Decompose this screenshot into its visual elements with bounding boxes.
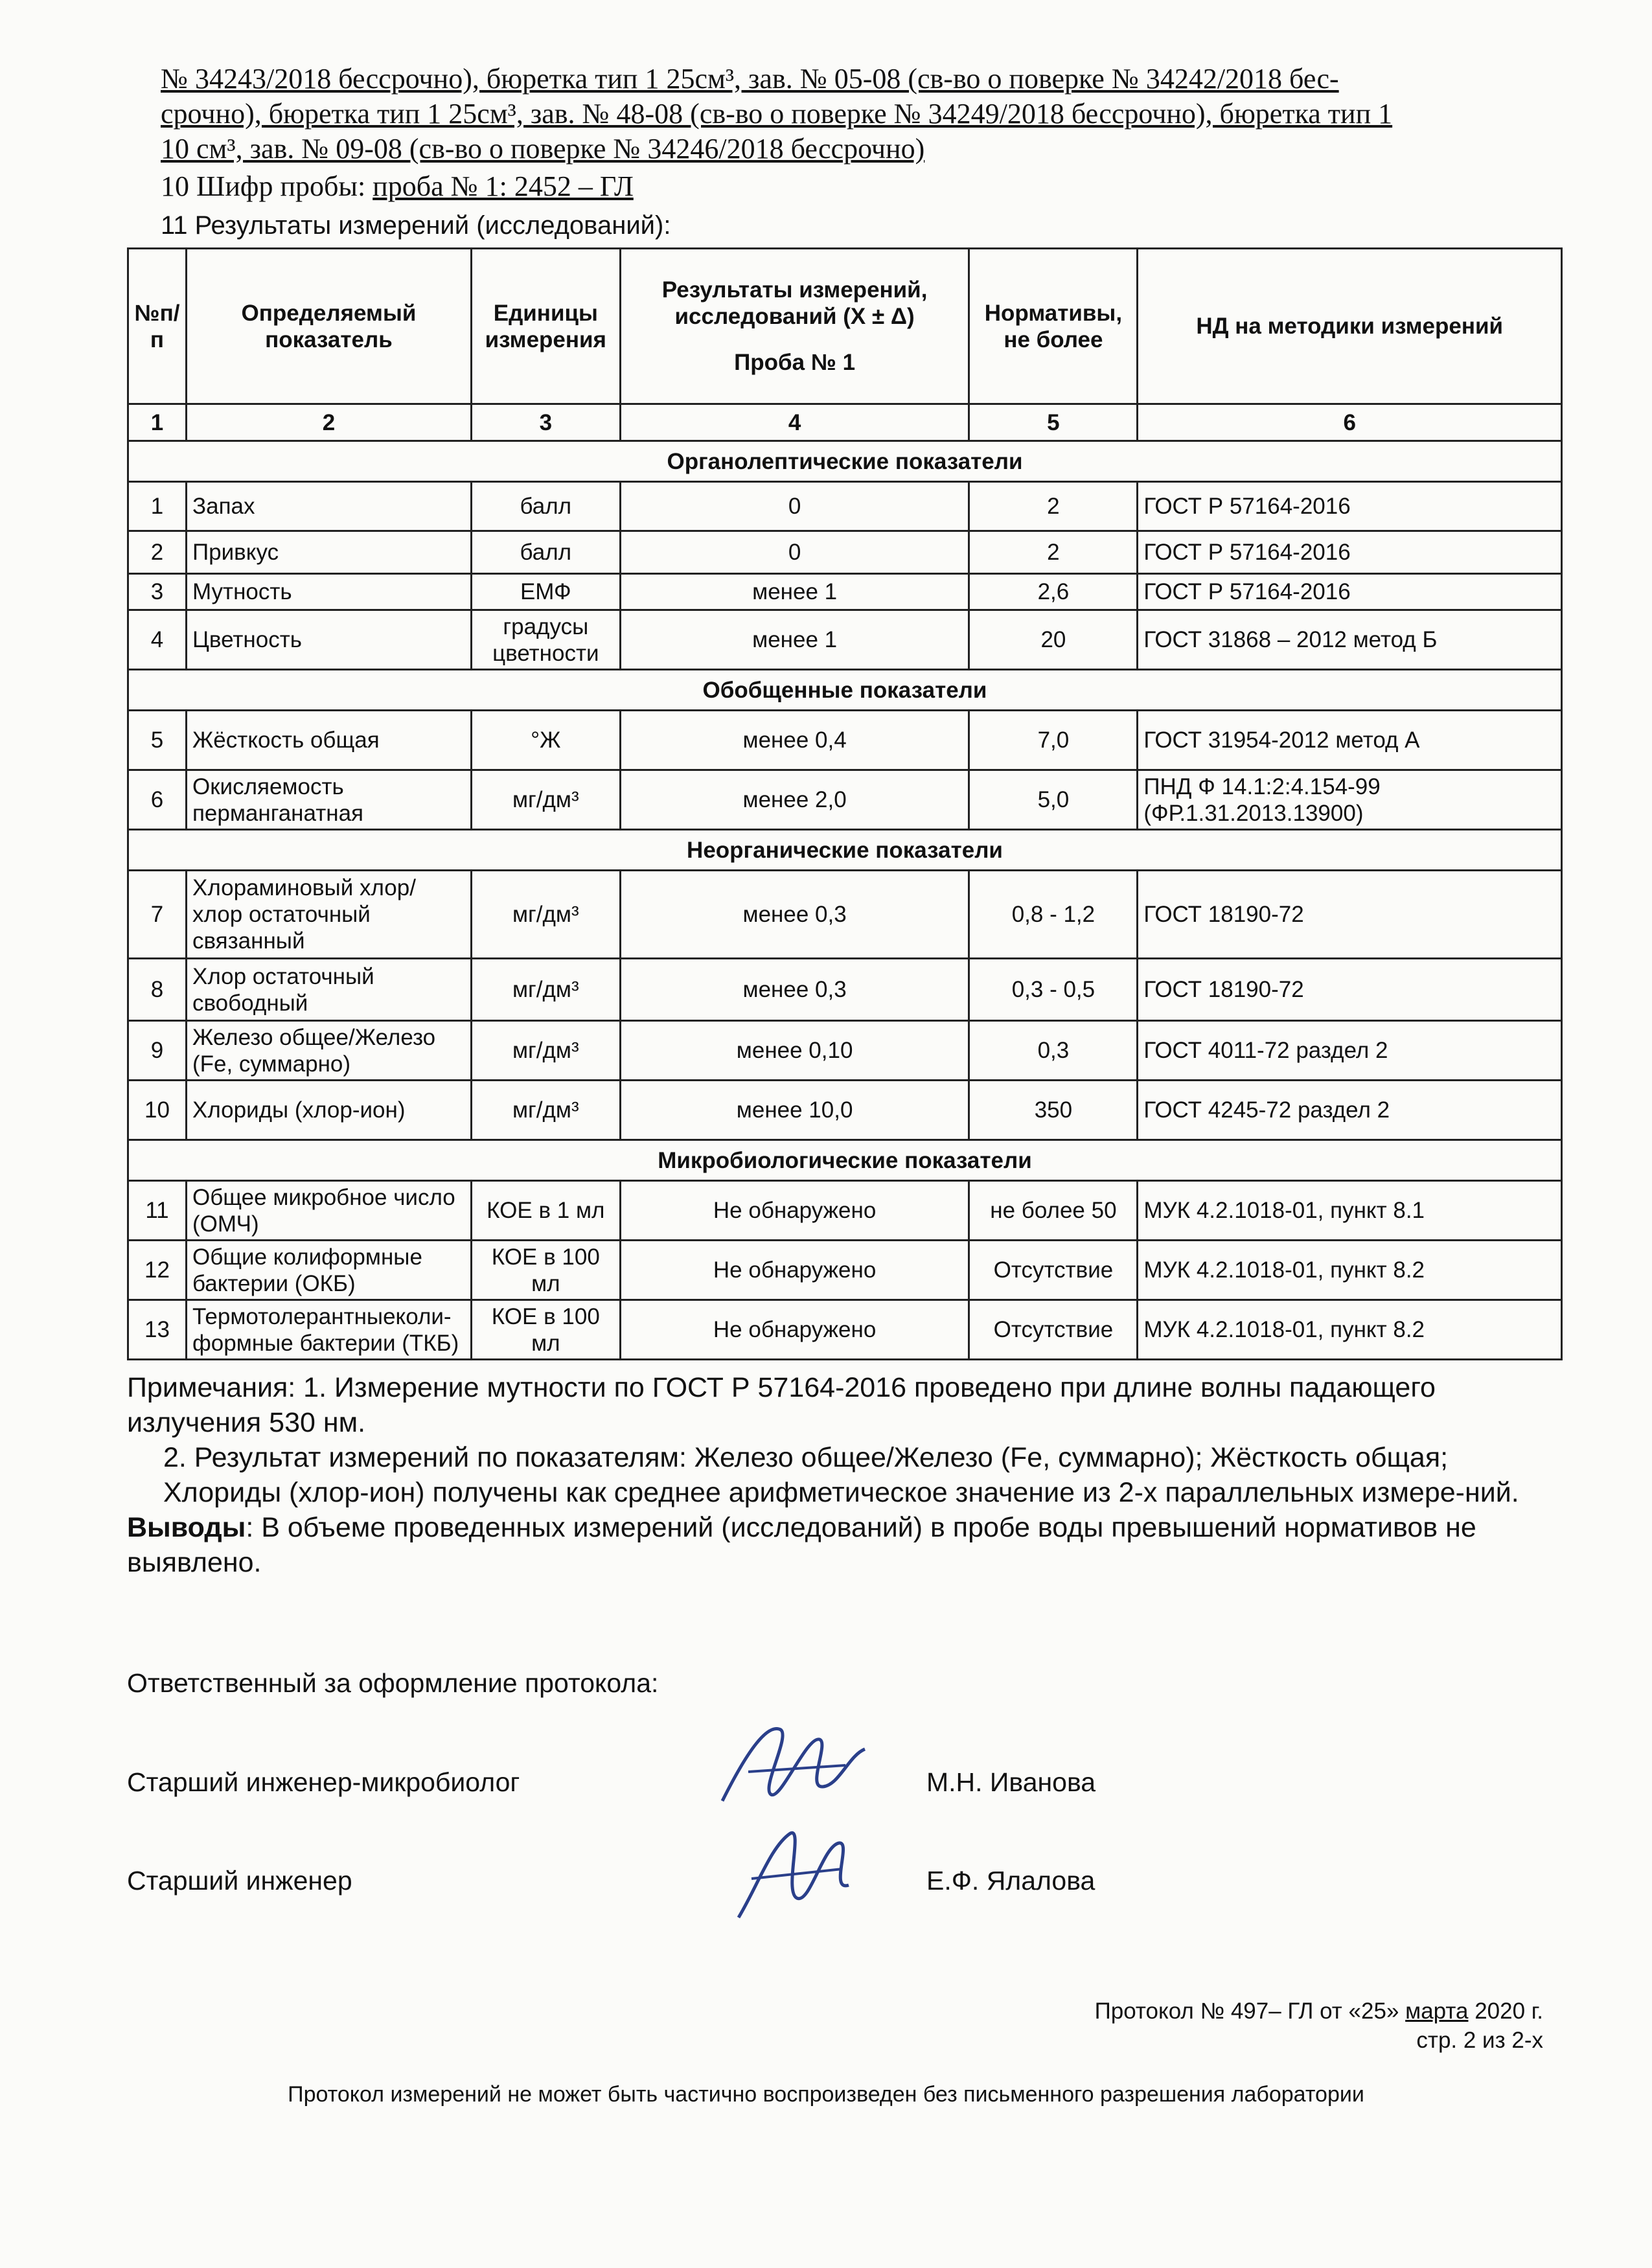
result-value: менее 0,4 — [620, 711, 969, 770]
norm-value: 0,8 - 1,2 — [969, 871, 1138, 959]
result-value: 0 — [620, 482, 969, 531]
table-row — [128, 1081, 1562, 1140]
row-number: 10 — [128, 1081, 187, 1140]
protocol-number — [1095, 1999, 1543, 2024]
method-cell: ГОСТ 4011-72 раздел 2 — [1138, 1021, 1562, 1081]
result-value: менее 1 — [620, 574, 969, 610]
unit-cell: мг/дм³ — [471, 871, 620, 959]
unit-cell: градусы цветности — [471, 610, 620, 670]
table-row — [128, 574, 1562, 610]
col-number: 3 — [471, 404, 620, 441]
table-header-row — [128, 249, 1562, 404]
section-header-row — [128, 1140, 1562, 1181]
conclusion-text: : В объеме проведенных измерений (исследований) в пробе воды превышений нормативов не выявлено. — [127, 1512, 1476, 1578]
section-title: Неорганические показатели — [128, 830, 1562, 871]
note-1: Примечания: 1. Измерение мутности по ГОСТ Р 57164-2016 проведено при длине волны падающего излучения 530 нм. — [127, 1372, 1436, 1438]
table-row — [128, 1021, 1562, 1081]
section-header-row — [128, 670, 1562, 711]
result-value: менее 0,10 — [620, 1021, 969, 1081]
signature-2-icon — [719, 1807, 868, 1937]
signer-1-name: М.Н. Иванова — [926, 1767, 1096, 1797]
table-body — [128, 441, 1562, 1360]
unit-cell: балл — [471, 531, 620, 574]
unit-cell: ЕМФ — [471, 574, 620, 610]
notes-block — [127, 1370, 1552, 1580]
unit-cell: °Ж — [471, 711, 620, 770]
indicator-name: Хлориды (хлор-ион) — [186, 1081, 471, 1140]
row-number: 2 — [128, 531, 187, 574]
header-unit: Единицы измерения — [471, 249, 620, 404]
table-row — [128, 1300, 1562, 1360]
sample-cipher: 10 Шифр пробы: проба № 1: 2452 – ГЛ — [161, 170, 634, 202]
method-cell: МУК 4.2.1018-01, пункт 8.2 — [1138, 1241, 1562, 1300]
norm-value: 2 — [969, 482, 1138, 531]
top-line-2: срочно), бюретка тип 1 25см³, зав. № 48-08 (св-во о поверке № 34249/2018 бессрочно), бюретка тип 1 — [161, 98, 1393, 130]
norm-value: 0,3 — [969, 1021, 1138, 1081]
unit-cell: мг/дм³ — [471, 1021, 620, 1081]
signature-1-icon — [709, 1710, 878, 1820]
row-number: 11 — [128, 1181, 187, 1241]
unit-cell: мг/дм³ — [471, 1081, 620, 1140]
method-cell: ГОСТ 31868 – 2012 метод Б — [1138, 610, 1562, 670]
method-cell: МУК 4.2.1018-01, пункт 8.1 — [1138, 1181, 1562, 1241]
indicator-name: Мутность — [186, 574, 471, 610]
method-cell: ГОСТ Р 57164-2016 — [1138, 482, 1562, 531]
header-result-text: Результаты измерений, исследований (Х ± Δ) — [661, 277, 928, 329]
method-cell: ГОСТ Р 57164-2016 — [1138, 574, 1562, 610]
disclaimer: Протокол измерений не может быть частично воспроизведен без письменного разрешения лаборатории — [288, 2082, 1364, 2107]
method-cell: ГОСТ 4245-72 раздел 2 — [1138, 1081, 1562, 1140]
col-number: 2 — [186, 404, 471, 441]
header-norm: Нормативы, не более — [969, 249, 1138, 404]
indicator-name: Жёсткость общая — [186, 711, 471, 770]
table-row — [128, 770, 1562, 830]
norm-value: 5,0 — [969, 770, 1138, 830]
norm-value: 350 — [969, 1081, 1138, 1140]
method-cell: ПНД Ф 14.1:2:4.154-99 (ФР.1.31.2013.13900) — [1138, 770, 1562, 830]
header-num: №п/п — [128, 249, 187, 404]
row-number: 13 — [128, 1300, 187, 1360]
norm-value: Отсутствие — [969, 1241, 1138, 1300]
norm-value: 20 — [969, 610, 1138, 670]
table-row — [128, 1181, 1562, 1241]
section-title: Органолептические показатели — [128, 441, 1562, 482]
protocol-prefix: Протокол № 497– ГЛ от «25» — [1094, 1999, 1406, 2024]
note-2: 2. Результат измерений по показателям: Железо общее/Железо (Fe, суммарно); Жёсткость общая; Хлориды (хлор-ион) получены как среднее арифметическое значение из 2-х параллельных измере-ний. — [163, 1442, 1519, 1508]
signer-1-position: Старший инженер-микробиолог — [127, 1767, 520, 1797]
unit-cell: балл — [471, 482, 620, 531]
unit-cell: КОЕ в 100 мл — [471, 1300, 620, 1360]
signer-2-name: Е.Ф. Ялалова — [926, 1866, 1096, 1896]
method-cell: ГОСТ 18190-72 — [1138, 959, 1562, 1021]
result-value: менее 10,0 — [620, 1081, 969, 1140]
indicator-name: Цветность — [186, 610, 471, 670]
table-row — [128, 711, 1562, 770]
result-value: менее 1 — [620, 610, 969, 670]
indicator-name: Железо общее/Железо (Fe, суммарно) — [186, 1021, 471, 1081]
col-number: 1 — [128, 404, 187, 441]
norm-value: 2 — [969, 531, 1138, 574]
protocol-month: марта — [1405, 1999, 1469, 2024]
top-line-3: 10 см³, зав. № 09-08 (св-во о поверке № 34246/2018 бессрочно) — [161, 133, 925, 165]
norm-value: 7,0 — [969, 711, 1138, 770]
column-numbers-row — [128, 404, 1562, 441]
row-number: 8 — [128, 959, 187, 1021]
method-cell: ГОСТ Р 57164-2016 — [1138, 531, 1562, 574]
row-number: 4 — [128, 610, 187, 670]
indicator-name: Общее микробное число (ОМЧ) — [186, 1181, 471, 1241]
norm-value: Отсутствие — [969, 1300, 1138, 1360]
results-table — [127, 247, 1563, 1360]
row-number: 7 — [128, 871, 187, 959]
unit-cell: мг/дм³ — [471, 959, 620, 1021]
table-row — [128, 1241, 1562, 1300]
top-line-1: № 34243/2018 бессрочно), бюретка тип 1 25см³, зав. № 05-08 (св-во о поверке № 34242/2018 бес- — [161, 63, 1339, 95]
norm-value: 0,3 - 0,5 — [969, 959, 1138, 1021]
section-title: Обобщенные показатели — [128, 670, 1562, 711]
results-title: 11 Результаты измерений (исследований): — [161, 211, 671, 240]
table-row — [128, 959, 1562, 1021]
section-header-row — [128, 830, 1562, 871]
indicator-name: Общие колиформные бактерии (ОКБ) — [186, 1241, 471, 1300]
row-number: 9 — [128, 1021, 187, 1081]
col-number: 6 — [1138, 404, 1562, 441]
section-title: Микробиологические показатели — [128, 1140, 1562, 1181]
result-value: менее 0,3 — [620, 959, 969, 1021]
table-row — [128, 482, 1562, 531]
row-number: 1 — [128, 482, 187, 531]
indicator-name: Привкус — [186, 531, 471, 574]
norm-value: не более 50 — [969, 1181, 1138, 1241]
table-row — [128, 610, 1562, 670]
signer-2-position: Старший инженер — [127, 1866, 352, 1896]
header-indicator: Определяемый показатель — [186, 249, 471, 404]
result-value: Не обнаружено — [620, 1300, 969, 1360]
header-sample: Проба № 1 — [734, 350, 856, 375]
protocol-year: 2020 г. — [1468, 1999, 1543, 2024]
unit-cell: КОЕ в 1 мл — [471, 1181, 620, 1241]
indicator-name: Окисляемость перманганатная — [186, 770, 471, 830]
col-number: 5 — [969, 404, 1138, 441]
unit-cell: КОЕ в 100 мл — [471, 1241, 620, 1300]
table-row — [128, 871, 1562, 959]
section-header-row — [128, 441, 1562, 482]
method-cell: МУК 4.2.1018-01, пункт 8.2 — [1138, 1300, 1562, 1360]
responsible-label: Ответственный за оформление протокола: — [127, 1668, 659, 1698]
table-row — [128, 531, 1562, 574]
method-cell: ГОСТ 31954-2012 метод А — [1138, 711, 1562, 770]
indicator-name: Хлораминовый хлор/хлор остаточный связанный — [186, 871, 471, 959]
indicator-name: Запах — [186, 482, 471, 531]
indicator-name: Хлор остаточный свободный — [186, 959, 471, 1021]
row-number: 3 — [128, 574, 187, 610]
result-value: 0 — [620, 531, 969, 574]
norm-value: 2,6 — [969, 574, 1138, 610]
unit-cell: мг/дм³ — [471, 770, 620, 830]
result-value: Не обнаружено — [620, 1241, 969, 1300]
row-number: 12 — [128, 1241, 187, 1300]
col-number: 4 — [620, 404, 969, 441]
row-number: 6 — [128, 770, 187, 830]
row-number: 5 — [128, 711, 187, 770]
result-value: Не обнаружено — [620, 1181, 969, 1241]
indicator-name: Термотолерантныеколи-формные бактерии (ТКБ) — [186, 1300, 471, 1360]
result-value: менее 2,0 — [620, 770, 969, 830]
header-method: НД на методики измерений — [1138, 249, 1562, 404]
method-cell: ГОСТ 18190-72 — [1138, 871, 1562, 959]
page-number: стр. 2 из 2-х — [1416, 2028, 1543, 2053]
conclusion — [127, 1510, 1552, 1580]
conclusion-label: Выводы — [127, 1512, 246, 1543]
result-value: менее 0,3 — [620, 871, 969, 959]
header-result — [620, 249, 969, 404]
